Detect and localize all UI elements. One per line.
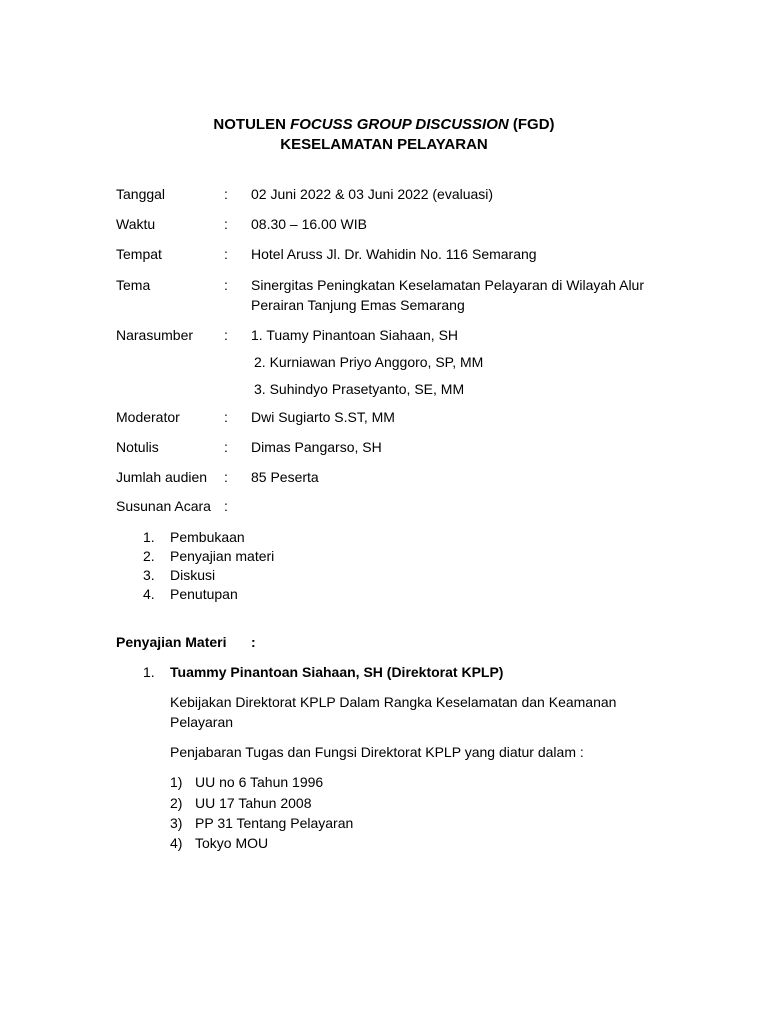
- susunan-item: Penutupan: [170, 586, 238, 602]
- document-title: [0, 115, 768, 135]
- law-item: UU 17 Tahun 2008: [195, 795, 312, 811]
- info-value-jumlah-audien: 85 Peserta: [251, 469, 319, 485]
- info-value-tempat: Hotel Aruss Jl. Dr. Wahidin No. 116 Semarang: [251, 246, 537, 262]
- info-label-tanggal: Tanggal: [116, 186, 166, 202]
- speaker-num: 1.: [143, 664, 155, 680]
- info-colon: :: [224, 327, 228, 343]
- penyajian-materi-label: Penyajian Materi: [116, 634, 227, 650]
- info-colon: :: [224, 186, 228, 202]
- info-colon: :: [224, 246, 228, 262]
- info-value-tanggal: 02 Juni 2022 & 03 Juni 2022 (evaluasi): [251, 186, 494, 202]
- info-label-notulis: Notulis: [116, 439, 159, 455]
- law-item-num: 2): [170, 795, 183, 811]
- info-value-moderator: Dwi Sugiarto S.ST, MM: [251, 409, 395, 425]
- susunan-item-num: 1.: [143, 529, 155, 545]
- law-item-num: 4): [170, 835, 183, 851]
- info-label-waktu: Waktu: [116, 216, 156, 232]
- materi-paragraph-2: Penjabaran Tugas dan Fungsi Direktorat KPLP yang diatur dalam :: [170, 744, 584, 760]
- susunan-acara-colon: :: [224, 498, 228, 514]
- law-item: UU no 6 Tahun 1996: [195, 774, 324, 790]
- info-colon: :: [224, 439, 228, 455]
- info-label-tempat: Tempat: [116, 246, 162, 262]
- document-subtitle: KESELAMATAN PELAYARAN: [280, 136, 488, 153]
- info-value-notulis: Dimas Pangarso, SH: [251, 439, 382, 455]
- susunan-item-num: 2.: [143, 548, 155, 564]
- info-colon: :: [224, 277, 228, 293]
- info-label-narasumber: Narasumber: [116, 327, 194, 343]
- susunan-item: Diskusi: [170, 567, 216, 583]
- speaker-heading: Tuammy Pinantoan Siahaan, SH (Direktorat KPLP): [170, 664, 504, 680]
- penyajian-materi-colon: :: [251, 634, 256, 650]
- susunan-item: Penyajian materi: [170, 548, 275, 564]
- info-value-tema-line2: Perairan Tanjung Emas Semarang: [251, 297, 465, 313]
- materi-paragraph-line1: Kebijakan Direktorat KPLP Dalam Rangka Keselamatan dan Keamanan: [170, 694, 617, 710]
- title-italic: FOCUSS GROUP DISCUSSION: [290, 116, 509, 133]
- info-colon: :: [224, 216, 228, 232]
- info-value-waktu: 08.30 – 16.00 WIB: [251, 216, 367, 232]
- narasumber-item: 1. Tuamy Pinantoan Siahaan, SH: [251, 327, 459, 343]
- law-item-num: 1): [170, 774, 183, 790]
- narasumber-item: 2. Kurniawan Priyo Anggoro, SP, MM: [254, 354, 484, 370]
- info-value-tema-line1: Sinergitas Peningkatan Keselamatan Pelayaran di Wilayah Alur: [251, 277, 645, 293]
- info-colon: :: [224, 469, 228, 485]
- law-item: PP 31 Tentang Pelayaran: [195, 815, 354, 831]
- info-label-moderator: Moderator: [116, 409, 180, 425]
- info-label-jumlah-audien: Jumlah audien: [116, 469, 208, 485]
- info-colon: :: [224, 409, 228, 425]
- title-part2: (FGD): [508, 116, 555, 133]
- law-item-num: 3): [170, 815, 183, 831]
- susunan-item-num: 4.: [143, 586, 155, 602]
- susunan-acara-label: Susunan Acara: [116, 498, 211, 514]
- title-part1: NOTULEN: [213, 116, 291, 133]
- susunan-item-num: 3.: [143, 567, 155, 583]
- materi-paragraph-line2: Pelayaran: [170, 714, 234, 730]
- law-item: Tokyo MOU: [195, 835, 269, 851]
- narasumber-item: 3. Suhindyo Prasetyanto, SE, MM: [254, 381, 465, 397]
- susunan-item: Pembukaan: [170, 529, 245, 545]
- info-label-tema: Tema: [116, 277, 151, 293]
